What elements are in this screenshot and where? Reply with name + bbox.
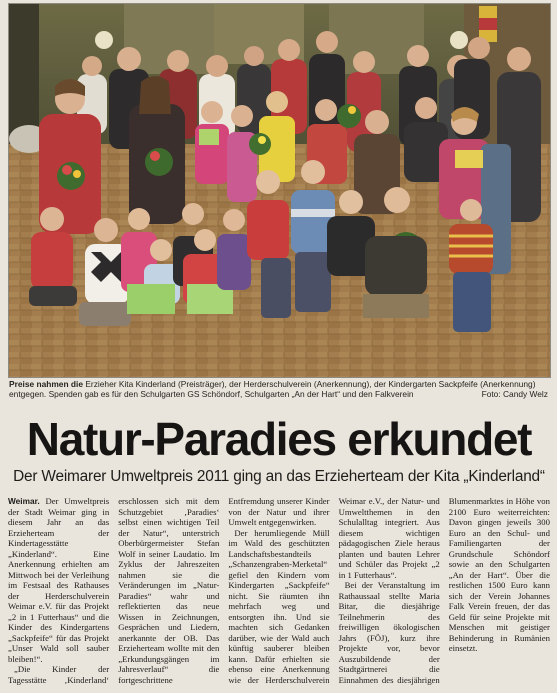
article-paragraph: Der herumliegende Müll im Wald des geschützten Landschaftsbestandteils „Schanzengraben-Merketal“ gefiel den Kindern vom Kindergarten „Sackpfeife“ nicht. Sie räumten ihn mehrfach weg und entsorgten ihn. Und sie machten sich Gedanken darüber, wie der Wald auch künftig sauberer bleiben kann. Dafür erhielten sie ebenso eine Anerkennung wie der Herderschulverein Weimar e.V., der Natur- und Umweltthemen in den Schulalltag integriert. Aus diesem wichtigen pädagogischen Ziele heraus planten und bauten Lehrer und Schüler das Projekt „2 in 1 Futterhaus“. — [228, 496, 440, 685]
article-paragraph — [8, 496, 109, 664]
flag-decoration — [479, 18, 497, 30]
group-photo-illustration — [9, 4, 550, 377]
photo-credit: Foto: Candy Welz — [481, 389, 548, 399]
caption-lead: Preise nahmen die — [9, 379, 84, 389]
article-paragraph: „Die Kinder der Tagesstätte ‚Kinderland‘ erschlossen sich mit dem Schutzgebiet ‚Paradies‘ selbst einen wichtigen Teil der Natur“, unterstrich Oberbürgermeister Stefan Wolf in seiner Laudatio. Im Zyklus der Jahreszeiten nahmen sie die Veränderungen im „Natur-Paradies“ wahr und reflektierten das neue Wissen in Zeichnungen, Gesprächen und Liedern, anerkannte der OB. Das Erzieherteam wollte mit den „Erkundungsgängen im Jahresverlauf“ die fortgeschrittene Entfremdung unserer Kinder von der Natur und ihrer Umwelt entgegenwirken. — [8, 496, 330, 685]
wall-lamp — [95, 31, 113, 49]
article-body — [8, 496, 550, 689]
group-photo — [8, 3, 551, 378]
article-paragraph-text: Der Umweltpreis der Stadt Weimar ging in diesem Jahr an das Erzieherteam der Kindertagesstätte „Kinderland“. Eine Anerkennung erhielten am Mittwoch bei der Verleihung im Festsaal des Rathauses der Herderschulverein Weimar e.V. für das Projekt „2 in 1 Futterhaus“ und die Kinder des Kindergartens „Sackpfeife“ für das Projekt „Unser Wald soll sauber bleiben!“. — [8, 496, 110, 664]
article-paragraph: Bei der Veranstaltung im Rathaussaal stellte Maria Bitar, die diesjährige Teilnehmerin des freiwilligen ökologischen Jahrs (FÖJ), kurz ihre Projekte vor, bevor Auszubildende der Stadtgärtnerei die Einnahmen des diesjährigen Blumenmarktes in Höhe von 2100 Euro weiterreichten: Davon gingen jeweils 300 Euro an den Schul- und Familiengarten der Grundschule Schöndorf sowie an den Schulgarten „An der Hart“. Über die restlichen 1500 Euro kann sich der Verein Johannes Falk Verein freuen, der das Geld für seine Projekte mit Menschen mit geistiger Behinderung in Rumänien einsetzt. — [338, 496, 550, 685]
dateline: Weimar. — [8, 496, 40, 506]
subheadline: Der Weimarer Umweltpreis 2011 ging an das Erzieherteam der Kita „Kinderland“ — [13, 468, 545, 485]
headline: Natur-Paradies erkundet — [26, 413, 532, 465]
caption-text: Erzieher Kita Kinderland (Preisträger), der Herderschulverein (Anerkennung), der Kindergarten Sackpfeife (Anerkennung) entgegen. Spenden gab es für den Schulgarten GS Schöndorf, Schulgarten „An der Hart“ und den Falkverein — [9, 379, 536, 400]
wall-lamp — [450, 31, 468, 49]
photo-caption — [9, 379, 549, 399]
